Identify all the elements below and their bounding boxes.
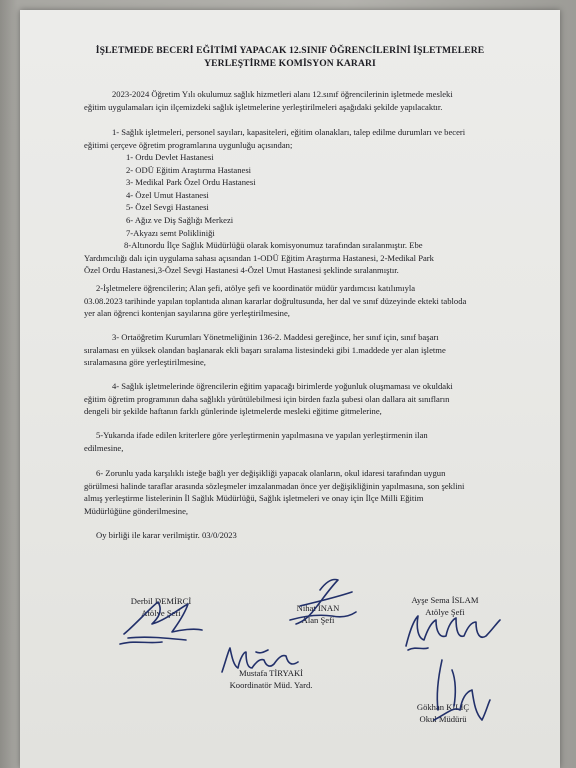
item-1-line: 1- Sağlık işletmeleri, personel sayıları, kapasiteleri, eğitim olanakları, talep edilme durumları ve beceri (112, 127, 466, 137)
signature-scribble (216, 642, 306, 682)
signatory-name: Ayşe Sema İSLAM (411, 595, 479, 605)
item-2-line: 2-İşletmelere öğrencilerin; Alan şefi, atölye şefi ve koordinatör müdür yardımcısı katılımıyla (96, 283, 416, 293)
intro-line: 2023-2024 Öğretim Yılı okulumuz sağlık hizmetleri alanı 12.sınıf öğrencilerinin işletmede mesleki (112, 89, 453, 99)
signature-scribble (260, 576, 370, 630)
signatory-name: Gökhan KILIÇ (416, 702, 470, 712)
hospital-list-item: 4- Özel Umut Hastanesi (126, 189, 209, 200)
hospital-list-item: 7-Akyazı semt Polikliniği (126, 227, 215, 238)
document-title-line-2: YERLEŞTİRME KOMİSYON KARARI (204, 58, 376, 69)
item-6-line: 6- Zorunlu yada karşılıklı isteğe bağlı yer değişikliği yapacak olanların, okul idaresi tarafından uygun (96, 468, 446, 478)
item-3-paragraph (84, 331, 508, 369)
item-2-paragraph (84, 282, 508, 320)
hospital-list-item: 3- Medikal Park Özel Ordu Hastanesi (126, 177, 256, 188)
item-3-line: sıralamasına göre yerleştirilmesine, (84, 357, 206, 368)
hospital-list-item: 5- Özel Sevgi Hastanesi (126, 202, 209, 213)
item-6-line: Müdürlüğüne gönderilmesine, (84, 505, 189, 516)
item-3-line: sıralaması en yüksek olandan başlanarak ekli başarı sıralama listesindeki gibi 1.maddede yer alan işletme (84, 344, 446, 355)
document-title-line-1: İŞLETMEDE BECERİ EĞİTİMİ YAPACAK 12.SINIF ÖĞRENCİLERİNİ İŞLETMELERE (95, 45, 485, 56)
document-page (20, 10, 560, 768)
intro-line: eğitim uygulamaları için ilçemizdeki sağlık işletmelerine yerleştirilmeleri aşağıdaki şekilde yapılacaktır. (84, 101, 443, 112)
signatory-name: Nihat İNAN (296, 603, 340, 613)
hospital-list-item: 1- Ordu Devlet Hastanesi (126, 152, 214, 162)
item-4-line: 4- Sağlık işletmelerinde öğrencilerin eğitim yapacağı birimlerde yoğunluk oluşmaması ve okuldaki (112, 381, 453, 391)
item-2-line: 03.08.2023 tarihinde yapılan toplantıda alınan kararlar doğrultusunda, her dal ve sınıf düzeyinde ekteki tabloda (84, 295, 467, 306)
signature-scribble (416, 650, 496, 730)
signatory-role: Atölye Şefi (425, 606, 465, 617)
item-1-continuation (84, 239, 508, 277)
item-1-cont-line: Yardımcılığı dalı için uygulama sahası açısından 1-ODÜ Eğitim Araştırma Hastanesi, 2-Medikal Park (84, 252, 434, 263)
hospital-list (126, 151, 256, 239)
signatory-name: Derbil DEMİRCİ (130, 596, 192, 606)
closing-text: Oy birliği ile karar verilmiştir. 03/0/2023 (96, 530, 237, 540)
hospital-list-item: 6- Ağız ve Diş Sağlığı Merkezi (126, 214, 234, 225)
signatory-role: Alan Şefi (301, 614, 335, 625)
signature-scribble (106, 594, 216, 650)
item-4-paragraph (84, 380, 508, 418)
intro-paragraph (84, 88, 508, 113)
item-1-paragraph (84, 126, 508, 151)
item-1-cont-line: Özel Ordu Hastanesi,3-Özel Sevgi Hastanesi 4-Özel Umut Hastanesi şeklinde sıralanmıştır. (84, 265, 399, 276)
item-2-line: yer alan öğrenci kontenjan sayılarına göre yerleştirilmesine, (84, 308, 290, 319)
item-1-line: eğitimi çerçeve öğretim programlarına uygunluğu açısından; (84, 139, 293, 150)
item-6-line: görülmesi halinde taraflar arasında sözleşmeler imzalanmadan önce yer değişikliğinin yapılmasına, son şeklini (84, 480, 465, 491)
item-6-line: almış yerleştirme listelerinin İl Sağlık Müdürlüğü, Sağlık işletmeleri ve onay için İlçe Milli Eğitim (84, 493, 424, 504)
signatory-name: Mustafa TİRYAKİ (238, 668, 304, 678)
item-3-line: 3- Ortaöğretim Kurumları Yönetmeliğinin 136-2. Maddesi gereğince, her sınıf için, sınıf başarı (112, 332, 439, 342)
closing-line (96, 529, 396, 542)
item-4-line: eğitim öğretim programının daha sağlıklı yürütülebilmesi için birden fazla şubesi olan dallara ait sınıfların (84, 393, 450, 404)
item-5-line: 5-Yukarıda ifade edilen kriterlere göre yerleştirmenin yapılmasına ve yapılan yerleştirmenin ilan (96, 430, 428, 440)
signatory-role: Okul Müdürü (419, 713, 467, 724)
item-5-line: edilmesine, (84, 442, 124, 453)
hospital-list-item: 2- ODÜ Eğitim Araştırma Hastanesi (126, 164, 252, 175)
item-1-cont-line: 8-Altınordu İlçe Sağlık Müdürlüğü olarak komisyonumuz tarafından sıralanmıştır. Ebe (124, 240, 423, 250)
item-6-paragraph (84, 467, 508, 517)
item-5-paragraph (84, 429, 508, 454)
item-4-line: dengeli bir şekilde haftanın farklı günlerinde işletmelerde mesleki eğitime gitmelerine, (84, 406, 382, 417)
signatory-role: Atölye Şefi (141, 607, 181, 618)
signatory-role: Koordinatör Müd. Yard. (229, 679, 313, 690)
